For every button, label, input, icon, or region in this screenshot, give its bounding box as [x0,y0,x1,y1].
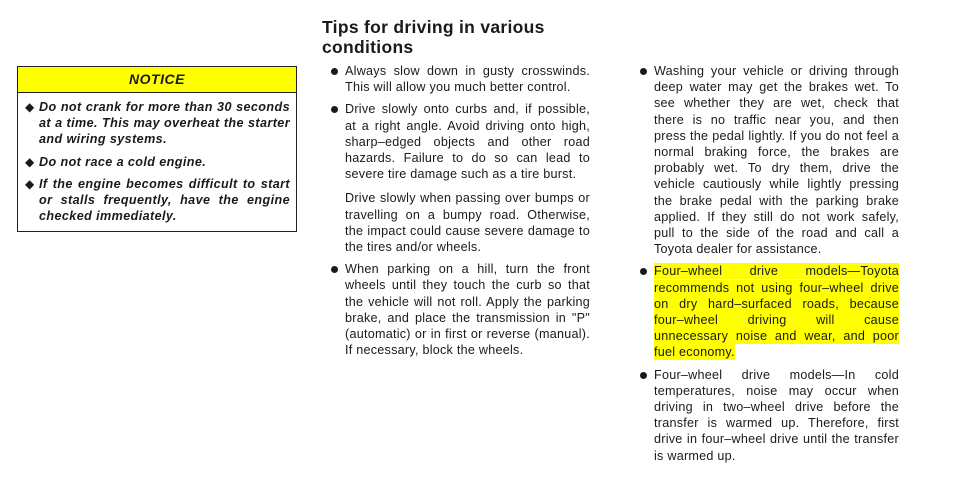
list-item [328,63,590,95]
list-item-highlighted [637,263,899,360]
paragraph [654,63,899,257]
bullet-icon [331,106,338,113]
list-item [328,101,590,255]
paragraph [654,263,899,360]
bullet-icon [331,68,338,75]
list-item [328,261,590,358]
paragraph: When parking on a hill, turn the front wheels until they touch the curb so that the vehicle will not roll. Apply the parking brake, and place the transmission in "P" (automatic) or in first or reverse (manual). If necessary, block the wheels. [345,262,590,358]
highlighted-text: Four–wheel drive models—Toyota recommends not using four–wheel drive on dry hard–surfaced roads, because four–wheel driving will cause unnecessary noise and wear, and poor fuel economy. [654,264,899,360]
notice-box [17,66,297,232]
notice-item [24,99,290,148]
tips-column-2 [637,63,899,470]
tips-column-1 [328,63,590,364]
paragraph: Drive slowly when passing over bumps or travelling on a bumpy road. Otherwise, the impact could cause severe damage to the tires and/or wheels. [345,191,590,255]
bullet-icon [640,372,647,379]
notice-item [24,154,290,170]
page-title: Tips for driving in various conditions [322,17,545,57]
paragraph: Drive slowly onto curbs and, if possible, at a right angle. Avoid driving onto high, sharp–edged objects and other road hazards. Failure to do so can lead to severe tire damage such as a tire burst. [345,102,590,182]
diamond-bullet-icon: ◆ [25,100,35,114]
notice-heading: NOTICE [18,67,296,93]
bullet-icon [331,266,338,273]
bullet-icon [640,268,647,275]
bullet-icon [640,68,647,75]
list-item [637,63,899,257]
diamond-bullet-icon: ◆ [25,176,35,191]
diamond-bullet-icon: ◆ [25,154,35,169]
notice-item-text: Do not crank for more than 30 seconds at a time. This may overheat the starter and wiring systems. [39,100,290,147]
paragraph-text: Four–wheel drive models—In cold temperatures, noise may occur when driving in two–wheel drive before the transfer is warmed up. Therefore, first drive in four–wheel drive until the transfer is warmed up. [654,367,899,463]
list-item [637,367,899,464]
paragraph-text: Washing your vehicle or driving through deep water may get the brakes wet. To see whether they are wet, check that there is no traffic near you, and then press the pedal lightly. If you do not feel a normal braking force, the brakes are probably wet. To dry them, drive the vehicle cautiously while lightly pressing the brake pedal with the parking brake applied. If they still do not work safely, pull to the side of the road and call a Toyota dealer for assistance. [654,64,899,257]
notice-body [18,93,296,224]
paragraph [654,367,899,464]
paragraph: Always slow down in gusty crosswinds. This will allow you much better control. [345,64,590,95]
notice-item-text: If the engine becomes difficult to start or stalls frequently, have the engine checked immediately. [39,176,290,224]
notice-item [24,176,290,225]
notice-item-text: Do not race a cold engine. [39,154,207,169]
